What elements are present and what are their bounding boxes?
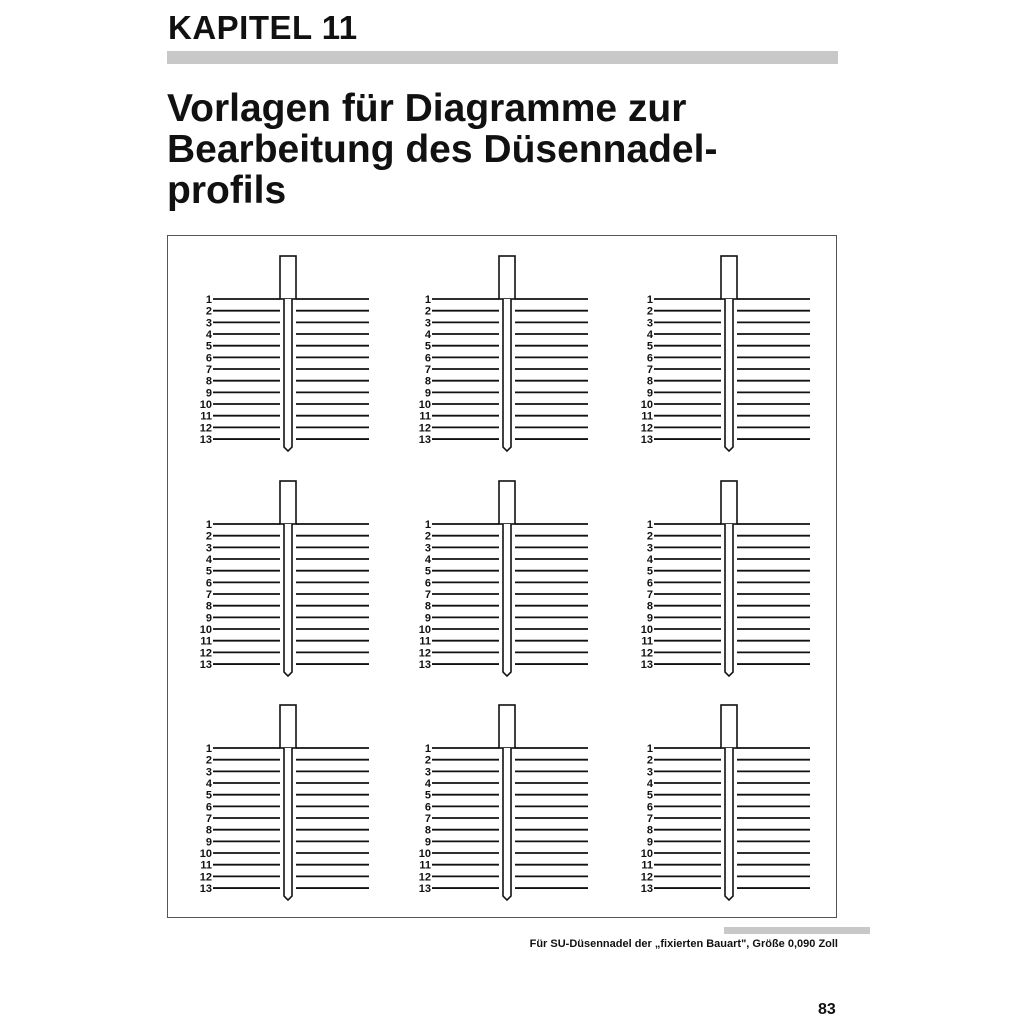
scale-number: 3 [646,766,653,779]
needle-shaft [725,299,733,451]
needle-diagram-grid [167,235,837,918]
scale-number: 12 [640,871,653,884]
scale-number: 13 [418,883,431,896]
scale-number: 2 [424,305,431,318]
scale-number: 13 [418,659,431,672]
scale-number: 3 [424,542,431,555]
needle-head [499,481,515,524]
title-line: profils [167,169,287,212]
chapter-heading: KAPITEL 11 [168,9,358,46]
scale-number: 1 [424,519,431,531]
title-line: Vorlagen für Diagramme zur [167,87,687,130]
scale-number: 8 [205,600,212,613]
scale-number: 12 [640,422,653,435]
scale-number: 7 [205,813,212,826]
needle-shaft [503,524,511,676]
scale-number: 10 [418,848,431,861]
scale-number: 5 [205,565,212,578]
scale-number: 10 [640,624,653,637]
scale-number: 3 [646,542,653,555]
scale-number: 3 [646,317,653,330]
scale-number: 7 [646,813,653,826]
scale-number: 4 [424,554,431,567]
needle-shaft [503,748,511,900]
needle-head [280,256,296,299]
needle-shaft [284,524,292,676]
scale-number: 11 [419,859,431,872]
scale-number: 1 [646,519,653,531]
scale-number: 3 [424,317,431,330]
scale-number: 2 [205,305,212,318]
scale-number: 8 [646,824,653,837]
scale-number: 6 [205,352,212,365]
scale-number: 5 [646,565,653,578]
scale-number: 12 [199,871,212,884]
scale-number: 9 [424,836,431,849]
scale-number: 4 [205,778,212,791]
needle-shaft [284,748,292,900]
scale-number: 10 [640,399,653,412]
page-title [167,88,847,211]
scale-number: 1 [205,743,212,755]
needle-head [280,705,296,748]
scale-number: 1 [424,294,431,306]
scale-number: 7 [424,813,431,826]
scale-number: 4 [205,554,212,567]
scale-number: 5 [424,340,431,353]
scale-number: 5 [646,340,653,353]
scale-number: 10 [199,848,212,861]
scale-number: 2 [646,530,653,543]
figure-caption: Für SU-Düsennadel der „fixierten Bauart", Größe 0,090 Zoll [529,938,838,950]
scale-number: 2 [646,754,653,767]
needle-shaft [725,748,733,900]
scale-number: 8 [646,600,653,613]
scale-number: 3 [205,317,212,330]
scale-number: 6 [646,352,653,365]
scale-number: 9 [646,836,653,849]
scale-number: 9 [205,387,212,400]
scale-number: 12 [199,647,212,660]
needle-head [721,705,737,748]
scale-number: 12 [418,422,431,435]
scale-number: 1 [205,519,212,531]
scale-number: 8 [424,600,431,613]
scale-number: 1 [646,294,653,306]
scale-number: 2 [205,530,212,543]
title-line: Bearbeitung des Düsennadel- [167,128,718,171]
scale-number: 11 [200,859,212,872]
scale-number: 3 [424,766,431,779]
scale-number: 12 [418,647,431,660]
scale-number: 1 [205,294,212,306]
scale-number: 7 [205,589,212,602]
scale-number: 11 [200,635,212,648]
needle-shaft [725,524,733,676]
scale-number: 4 [646,554,653,567]
scale-number: 10 [418,399,431,412]
scale-number: 6 [424,577,431,590]
needle-head [499,705,515,748]
scale-number: 4 [424,329,431,342]
needle-head [721,481,737,524]
needle-head [280,481,296,524]
scale-number: 2 [424,530,431,543]
scale-number: 13 [640,434,653,447]
needle-shaft [503,299,511,451]
scale-number: 3 [205,766,212,779]
scale-number: 1 [646,743,653,755]
page-number: 83 [818,1001,836,1018]
caption-rule [724,927,870,934]
scale-number: 11 [419,635,431,648]
scale-number: 7 [646,589,653,602]
scale-number: 6 [205,801,212,814]
scale-number: 10 [640,848,653,861]
scale-number: 10 [199,399,212,412]
scale-number: 13 [199,659,212,672]
needle-head [499,256,515,299]
scale-number: 12 [418,871,431,884]
scale-number: 5 [205,340,212,353]
scale-number: 9 [424,612,431,625]
scale-number: 6 [646,577,653,590]
scale-number: 9 [205,612,212,625]
scale-number: 6 [205,577,212,590]
needle-diagram-svg [168,236,836,917]
scale-number: 4 [424,778,431,791]
scale-number: 8 [424,375,431,388]
scale-number: 8 [205,375,212,388]
scale-number: 11 [641,859,653,872]
chapter-rule [167,51,838,64]
scale-number: 7 [205,364,212,377]
scale-number: 5 [424,565,431,578]
scale-number: 12 [199,422,212,435]
scale-number: 6 [424,352,431,365]
scale-number: 2 [205,754,212,767]
scale-number: 2 [646,305,653,318]
scale-number: 6 [424,801,431,814]
scale-number: 13 [199,434,212,447]
scale-number: 6 [646,801,653,814]
scale-number: 5 [205,789,212,802]
scale-number: 10 [199,624,212,637]
scale-number: 2 [424,754,431,767]
scale-number: 11 [641,635,653,648]
scale-number: 5 [646,789,653,802]
scale-number: 4 [205,329,212,342]
scale-number: 11 [200,410,212,423]
scale-number: 7 [646,364,653,377]
scale-number: 9 [424,387,431,400]
scale-number: 12 [640,647,653,660]
scale-number: 13 [418,434,431,447]
scale-number: 4 [646,329,653,342]
scale-number: 13 [640,883,653,896]
scale-number: 13 [199,883,212,896]
scale-number: 3 [205,542,212,555]
scale-number: 5 [424,789,431,802]
scale-number: 8 [646,375,653,388]
scale-number: 8 [205,824,212,837]
scale-number: 10 [418,624,431,637]
needle-shaft [284,299,292,451]
scale-number: 9 [205,836,212,849]
scale-number: 9 [646,387,653,400]
scale-number: 4 [646,778,653,791]
needle-head [721,256,737,299]
scale-number: 1 [424,743,431,755]
scale-number: 11 [641,410,653,423]
scale-number: 8 [424,824,431,837]
scale-number: 7 [424,589,431,602]
scale-number: 13 [640,659,653,672]
scale-number: 11 [419,410,431,423]
scale-number: 7 [424,364,431,377]
scale-number: 9 [646,612,653,625]
